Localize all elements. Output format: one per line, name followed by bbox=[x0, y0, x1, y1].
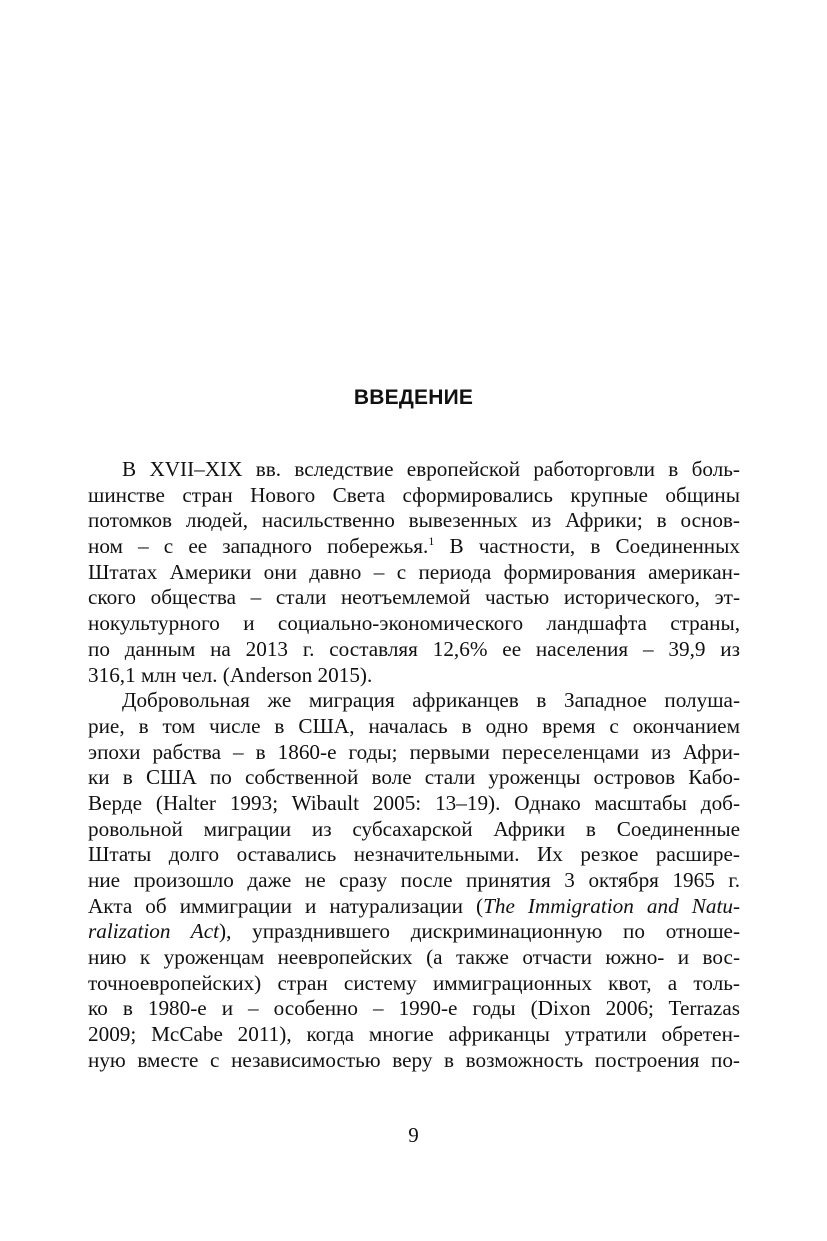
text-line: Верде (Halter 1993; Wibault 2005: 13–19). Однако масштабы доб- bbox=[88, 790, 740, 815]
page-title: ВВЕДЕНИЕ bbox=[353, 386, 474, 409]
body-text bbox=[88, 457, 740, 1074]
page-number: 9 bbox=[408, 1123, 419, 1147]
text-line: 2009; McCabe 2011), когда многие африканцы утратили обретен- bbox=[88, 1022, 740, 1047]
text-line bbox=[88, 534, 740, 560]
text-line: по данным на 2013 г. составляя 12,6% ее населения – 39,9 из bbox=[88, 636, 740, 661]
text-line: ского общества – стали неотъемлемой частью исторического, эт- bbox=[88, 585, 740, 610]
text-line: ки в США по собственной воле стали уроженцы островов Кабо- bbox=[88, 765, 740, 790]
text-line: ние произошло даже не сразу после принятия 3 октября 1965 г. bbox=[88, 868, 740, 892]
text-line: Штатах Америки они давно – с периода формирования американ- bbox=[88, 559, 740, 584]
text-line bbox=[88, 894, 740, 920]
text-line: Штаты долго оставались незначительными. Их резкое расшире- bbox=[88, 842, 740, 867]
text-line: ную вместе с независимостью веру в возможность построения по- bbox=[88, 1047, 740, 1072]
footnote-reference[interactable]: 1 bbox=[428, 534, 435, 549]
text-segment: ), упразднившего дискриминационную по отноше- bbox=[219, 919, 741, 944]
text-line: рие, в том числе в США, началась в одно время с окончанием bbox=[88, 713, 740, 738]
text-line: ровольной миграции из субсахарской Африки в Соединенные bbox=[88, 816, 740, 841]
text-line bbox=[88, 919, 740, 945]
text-segment: ном – с ее западного побережья. bbox=[88, 534, 429, 559]
text-line: эпохи рабства – в 1860-е годы; первыми переселенцами из Афри- bbox=[88, 739, 740, 764]
text-segment: В частности, в Соединенных bbox=[434, 534, 740, 559]
text-line: Добровольная же миграция африканцев в Западное полуша- bbox=[122, 688, 740, 713]
text-line: ко в 1980-е и – особенно – 1990-е годы (Dixon 2006; Terrazas bbox=[88, 996, 740, 1021]
text-line: нию к уроженцам неевропейских (а также отчасти южно- и вос- bbox=[88, 945, 740, 970]
text-line: В XVII–XIX вв. вследствие европейской работорговли в боль- bbox=[122, 457, 740, 481]
text-line: шинстве стран Нового Света сформировались крупные общины bbox=[88, 482, 740, 507]
text-line: потомков людей, насильственно вывезенных из Африки; в основ- bbox=[88, 508, 740, 533]
text-line: точноевропейских) стран систему иммиграционных квот, а толь- bbox=[88, 970, 740, 995]
text-line: 316,1 млн чел. (Anderson 2015). bbox=[88, 662, 373, 687]
italic-title: ralization Act bbox=[88, 919, 220, 944]
text-segment: Акта об иммиграции и натурализации ( bbox=[88, 893, 484, 918]
text-line: нокультурного и социально-экономического ландшафта страны, bbox=[88, 611, 740, 636]
italic-title: The Immigration and Natu- bbox=[483, 893, 740, 918]
